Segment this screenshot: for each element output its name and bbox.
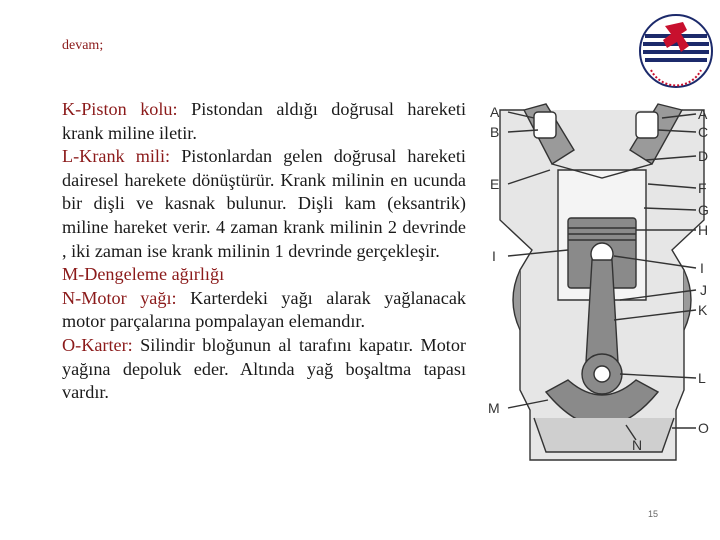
entry-letter: N bbox=[62, 287, 76, 308]
label-right: D bbox=[698, 148, 709, 164]
entry-m bbox=[62, 263, 466, 287]
label-right: L bbox=[698, 370, 706, 386]
entry-text: Pistondan aldığı doğrusal hareketi krank miline iletir. bbox=[62, 99, 466, 143]
entry-term: -Motor yağı: bbox=[75, 287, 177, 308]
entry-term: -Krank mili: bbox=[73, 146, 171, 167]
engine-cross-section-diagram bbox=[486, 100, 720, 488]
label-left: A bbox=[490, 104, 500, 120]
entry-letter: L bbox=[62, 146, 74, 167]
label-left: M bbox=[488, 400, 500, 416]
label-right: G bbox=[698, 202, 709, 218]
label-right: J bbox=[700, 282, 707, 298]
entry-term: -Dengeleme ağırlığı bbox=[78, 264, 225, 285]
entry-letter: O bbox=[62, 334, 76, 355]
entry-o bbox=[62, 334, 466, 405]
label-left: B bbox=[490, 124, 500, 140]
entry-text: Pistonlardan gelen doğrusal hareketi dairesel harekete dönüştürür. Krank milinin en ucunda bir dişli ve kasnak bulunur. Dişli kam (eksantrik) miline hareket verir. 4 zaman krank milinin 2 devrinde , iki zaman ise krank milinin 1 devrinde gerçekleşir. bbox=[62, 146, 466, 261]
label-right: K bbox=[698, 302, 708, 318]
label-right: O bbox=[698, 420, 709, 436]
label-left: E bbox=[490, 176, 500, 192]
label-right: I bbox=[700, 260, 704, 276]
slide-heading: devam; bbox=[62, 38, 104, 53]
label-right: C bbox=[698, 124, 709, 140]
entry-letter: M bbox=[62, 264, 79, 285]
university-logo bbox=[637, 12, 715, 90]
label-inner: N bbox=[632, 437, 643, 453]
entry-l bbox=[62, 145, 466, 263]
label-right: A bbox=[698, 106, 708, 122]
page-number: 15 bbox=[648, 509, 659, 519]
entry-text: Karterdeki yağı alarak yağlanacak motor parçalarına pompalayan elemandır. bbox=[62, 287, 466, 332]
entry-letter: K bbox=[62, 99, 76, 119]
label-left: I bbox=[492, 248, 496, 264]
label-right: H bbox=[698, 222, 709, 238]
label-right: F bbox=[698, 180, 707, 196]
entry-term: -Karter: bbox=[75, 334, 133, 355]
entry-term: -Piston kolu: bbox=[75, 99, 178, 119]
entry-text: Silindir bloğunun al tarafını kapatır. Motor yağına depoluk eder. Altında yağ boşaltma tapası vardır. bbox=[62, 334, 466, 403]
body-text bbox=[62, 98, 466, 405]
entry-k bbox=[62, 98, 466, 145]
entry-n bbox=[62, 287, 466, 334]
